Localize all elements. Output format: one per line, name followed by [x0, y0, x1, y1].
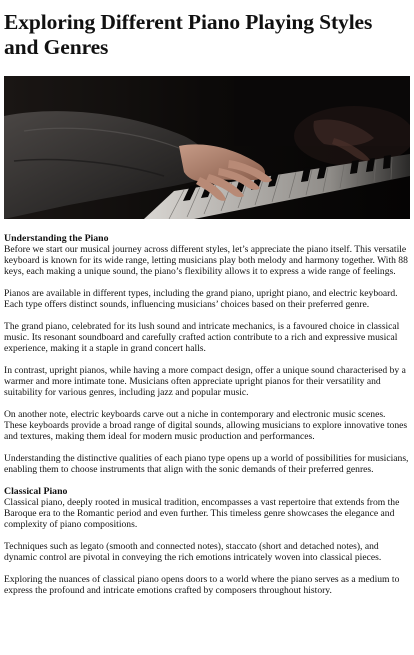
paragraph: On another note, electric keyboards carve out a niche in contemporary and electronic music scenes. These keyboards provide a broad range of digital sounds, allowing musicians to explore innovative tones and textures, making them ideal for modern music production and performances.	[4, 409, 408, 442]
paragraph: Classical piano, deeply rooted in musical tradition, encompasses a vast repertoire that extends from the Baroque era to the Romantic period and even further. This timeless genre showcases the elegance and complexity of piano compositions.	[4, 497, 400, 530]
paragraph: Techniques such as legato (smooth and connected notes), staccato (short and detached notes), and dynamic control are pivotal in conveying the rich emotions intricately woven into classical pieces.	[4, 541, 382, 563]
hero-image	[4, 76, 410, 219]
paragraph: Before we start our musical journey across different styles, let’s appreciate the piano itself. This versatile keyboard is known for its wide range, letting musicians play both melody and harmony together. With 88 keys, each making a unique sound, the piano’s flexibility allows it to express a wide range of feelings.	[4, 244, 408, 277]
paragraph: In contrast, upright pianos, while having a more compact design, offer a unique sound characterised by a warmer and more intimate tone. Musicians often appreciate upright pianos for their versatility and suitability for various genres, including jazz and popular music.	[4, 365, 406, 398]
section-heading-classical: Classical Piano	[4, 486, 68, 497]
article-title: Exploring Different Piano Playing Styles and Genres	[4, 10, 373, 59]
paragraph: Exploring the nuances of classical piano opens doors to a world where the piano serves as a medium to express the profound and intricate emotions crafted by composers throughout history.	[4, 574, 400, 596]
article-body	[4, 233, 410, 607]
paragraph: Pianos are available in different types, including the grand piano, upright piano, and electric keyboard. Each type offers distinct sounds, influencing musicians’ choices based on their preferred genre.	[4, 288, 398, 310]
section-heading-understanding: Understanding the Piano	[4, 233, 109, 244]
piano-keys-hands-photo-icon	[4, 76, 410, 219]
paragraph: The grand piano, celebrated for its lush sound and intricate mechanics, is a favoured choice in classical music. Its resonant soundboard and carefully crafted action contribute to a rich and expressive musical experience, making it a staple in grand concert halls.	[4, 321, 400, 354]
paragraph: Understanding the distinctive qualities of each piano type opens up a world of possibilities for musicians, enabling them to choose instruments that align with the sonic demands of their preferred genres.	[4, 453, 409, 475]
